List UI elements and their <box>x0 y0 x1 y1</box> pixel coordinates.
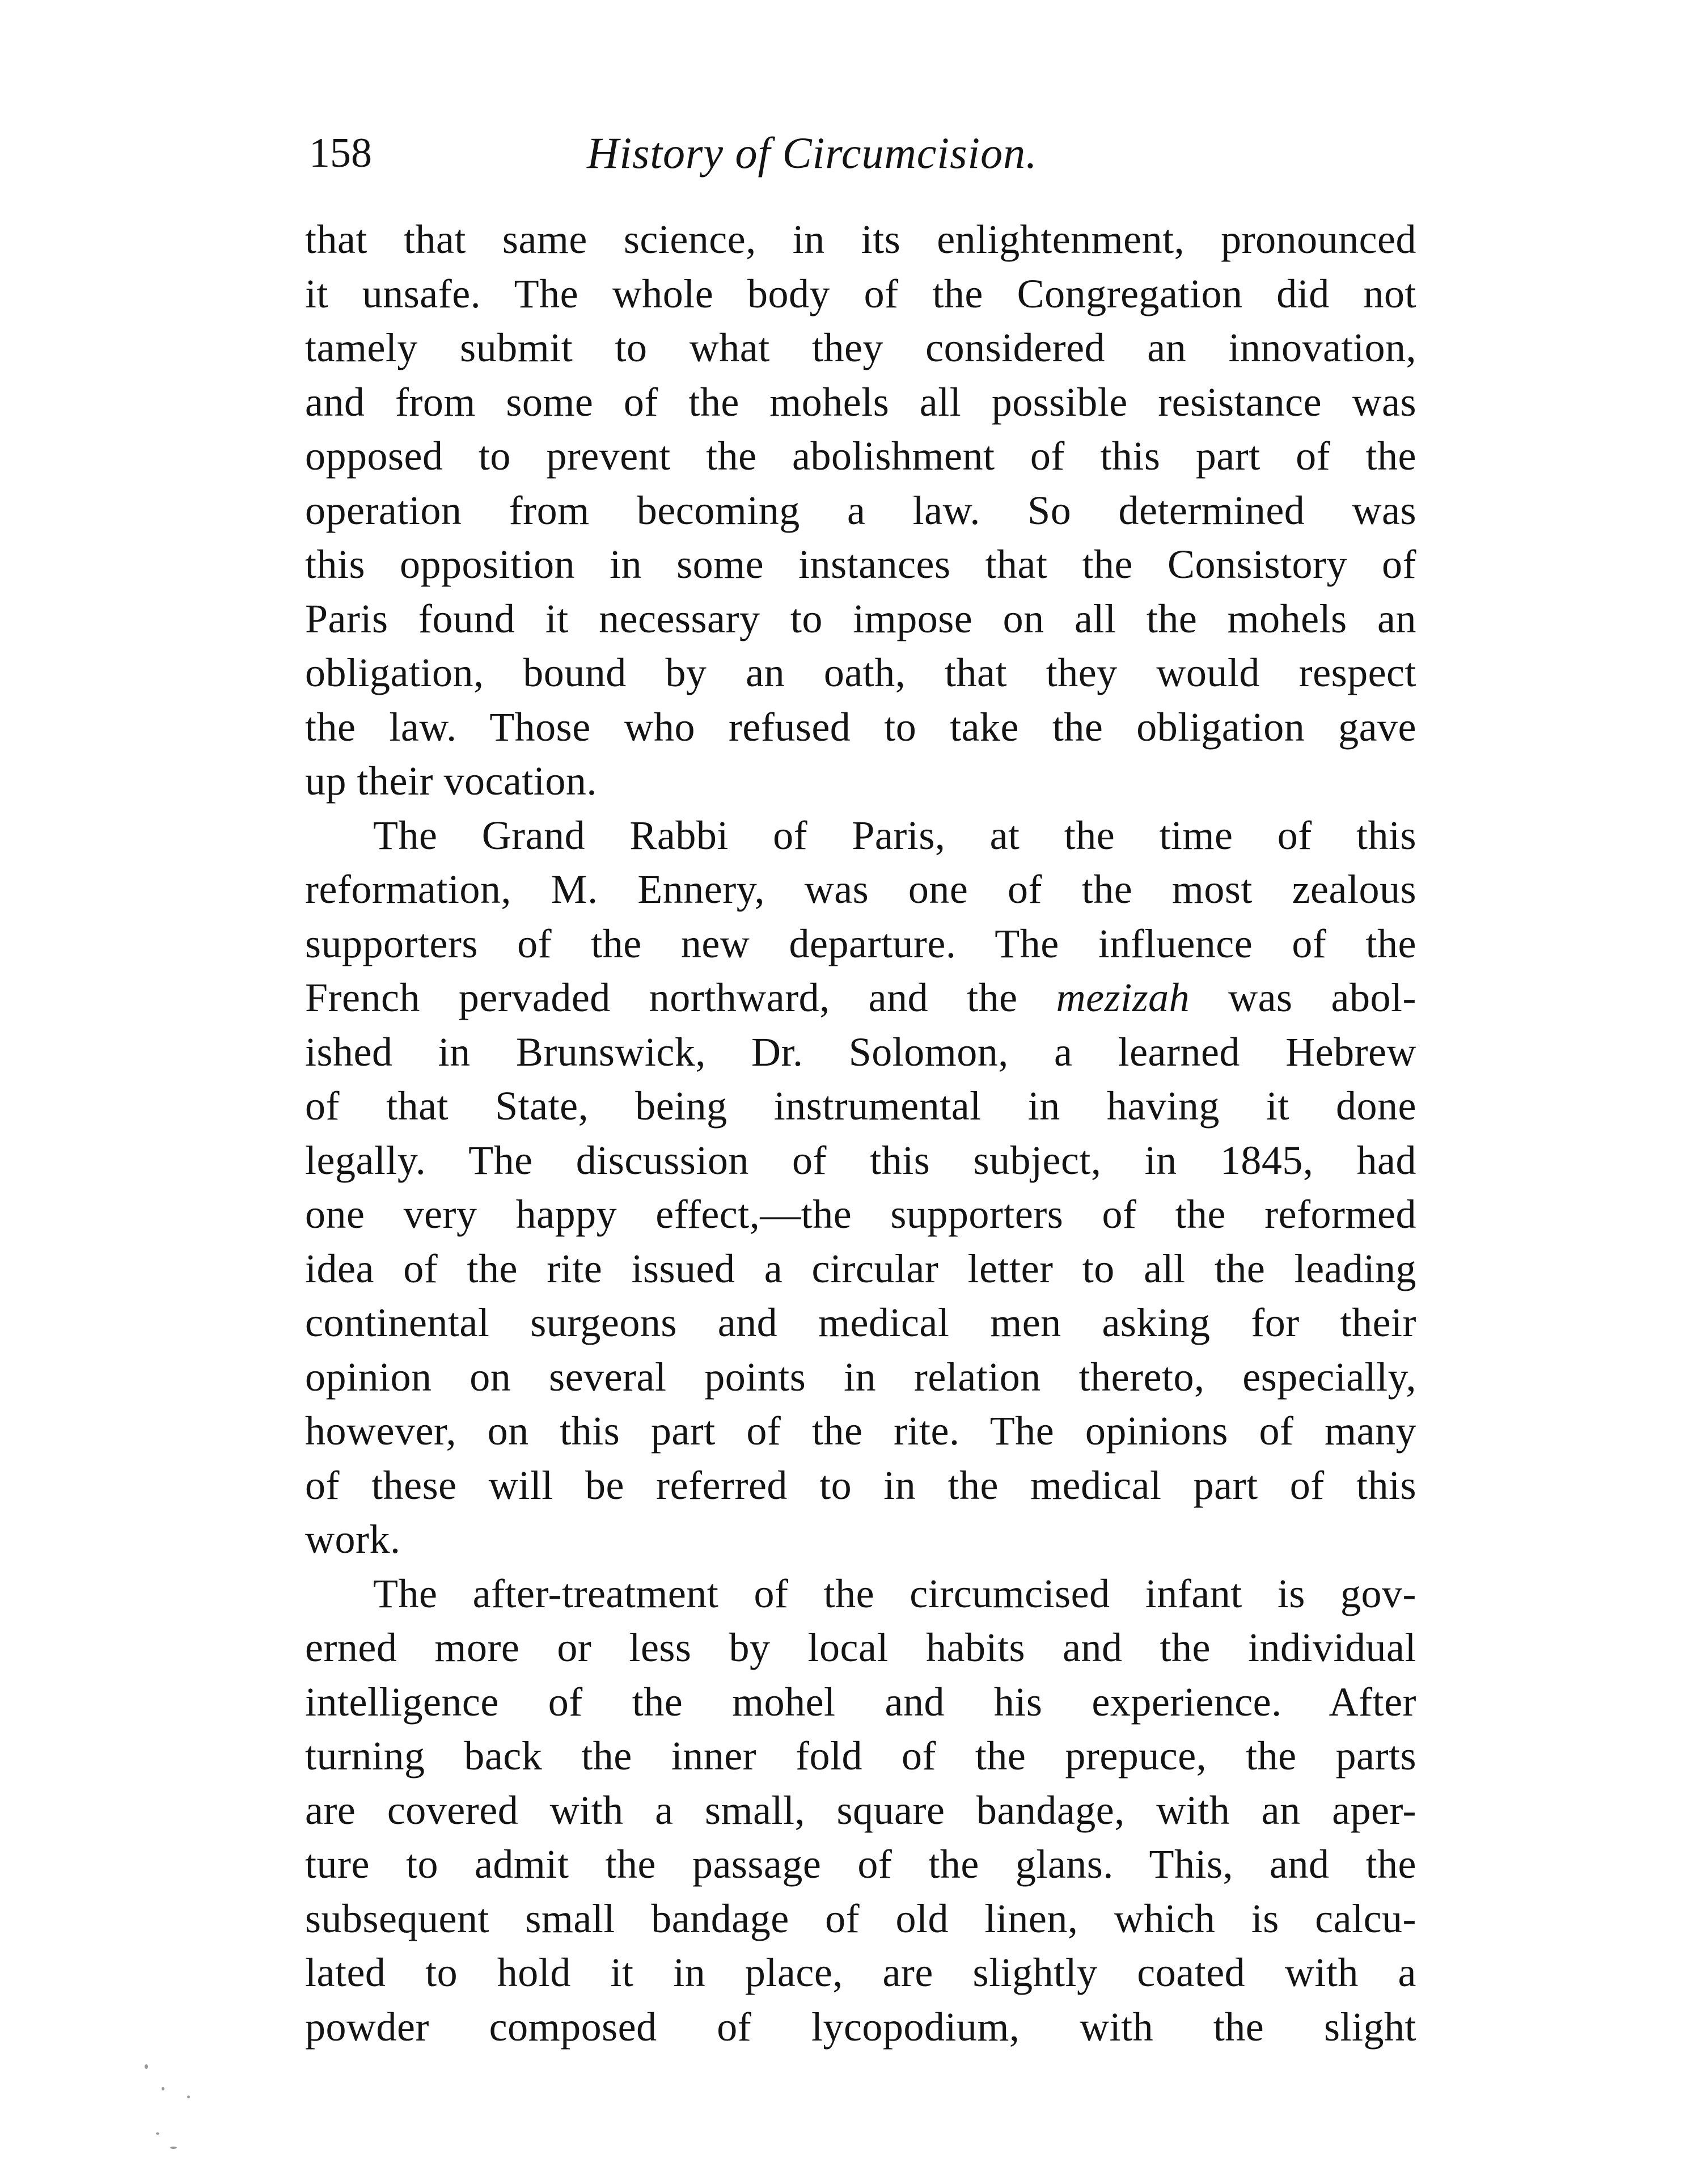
text-line: and from some of the mohels all possible resistance was <box>305 379 1416 425</box>
text-line: The Grand Rabbi of Paris, at the time of this <box>373 812 1416 858</box>
text-line: supporters of the new departure. The influence of the <box>305 920 1416 966</box>
body-text <box>305 213 1416 2054</box>
italic-term: mezizah <box>1056 975 1190 1020</box>
text-line: opinion on several points in relation thereto, especially, <box>305 1354 1416 1400</box>
running-head <box>309 122 1386 184</box>
text-line: obligation, bound by an oath, that they would respect <box>305 650 1416 695</box>
text-line: lated to hold it in place, are slightly coated with a <box>305 1950 1416 1995</box>
speck <box>170 2147 177 2149</box>
speck <box>156 2132 159 2135</box>
text-line: continental surgeons and medical men asking for their <box>305 1300 1416 1345</box>
speck <box>145 2064 148 2069</box>
page-number: 158 <box>309 130 372 176</box>
running-title: History of Circumcision. <box>587 128 1038 178</box>
text-line: turning back the inner fold of the prepuce, the parts <box>305 1733 1416 1779</box>
text-line: subsequent small bandage of old linen, which is calcu- <box>305 1895 1416 1941</box>
text-line: it unsafe. The whole body of the Congregation did not <box>305 271 1416 316</box>
text-line: operation from becoming a law. So determined was <box>305 487 1416 533</box>
text-line: ished in Brunswick, Dr. Solomon, a learned Hebrew <box>305 1029 1416 1075</box>
scan-specks <box>139 2053 207 2166</box>
text-line: of these will be referred to in the medical part of this <box>305 1462 1416 1508</box>
paragraph-1 <box>305 213 1416 809</box>
speck <box>187 2096 190 2098</box>
text-line: opposed to prevent the abolishment of this part of the <box>305 433 1416 479</box>
text-line: powder composed of lycopodium, with the slight <box>305 2004 1416 2050</box>
text-line: the law. Those who refused to take the obligation gave <box>305 704 1416 750</box>
text-line: that that same science, in its enlightenment, pronounced <box>305 217 1416 262</box>
text-line: legally. The discussion of this subject, in 1845, had <box>305 1137 1416 1183</box>
text-line: ture to admit the passage of the glans. This, and the <box>305 1841 1416 1887</box>
text-line: intelligence of the mohel and his experience. After <box>305 1679 1416 1725</box>
speck <box>162 2087 164 2090</box>
text-line: reformation, M. Ennery, was one of the most zealous <box>305 867 1416 912</box>
text-line: work. <box>305 1516 401 1562</box>
text-line: however, on this part of the rite. The opinions of many <box>305 1408 1416 1454</box>
text-line: Paris found it necessary to impose on all the mohels an <box>305 595 1416 641</box>
text-line: erned more or less by local habits and the individual <box>305 1625 1416 1670</box>
text-line: one very happy effect,—the supporters of the reformed <box>305 1192 1416 1237</box>
text-line: are covered with a small, square bandage, with an aper- <box>305 1787 1416 1833</box>
text-line: up their vocation. <box>305 758 597 804</box>
text-line: of that State, being instrumental in having it done <box>305 1083 1416 1129</box>
paragraph-2 <box>305 809 1416 1567</box>
text-segment: French pervaded northward, and the <box>305 975 1056 1020</box>
text-line: tamely submit to what they considered an innovation, <box>305 325 1416 370</box>
text-line: The after-treatment of the circumcised infant is gov- <box>373 1570 1416 1616</box>
text-segment: was abol- <box>1190 975 1416 1020</box>
text-line: idea of the rite issued a circular letter to all the leading <box>305 1245 1416 1291</box>
text-line: this opposition in some instances that the Consistory of <box>305 542 1416 587</box>
text-line-with-italic <box>305 971 1416 1025</box>
paragraph-3 <box>305 1567 1416 2055</box>
